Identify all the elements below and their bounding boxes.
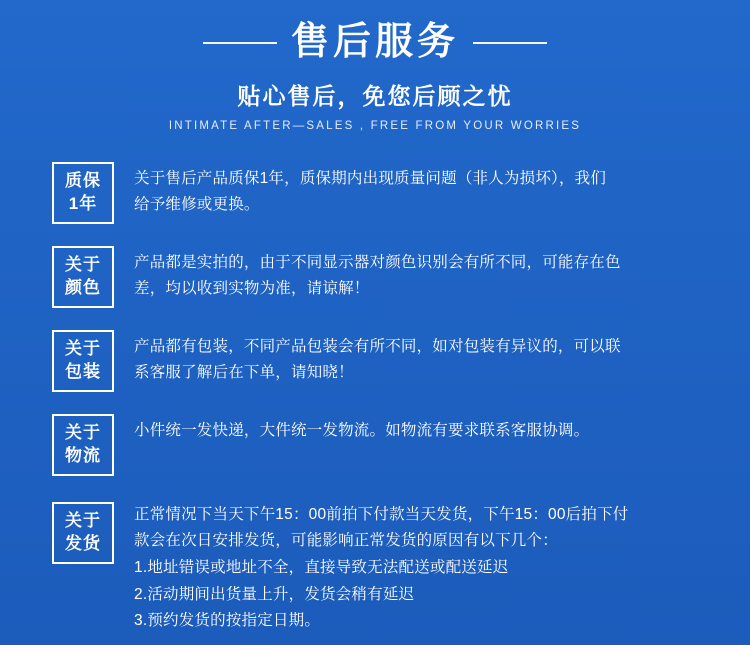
page-subtitle-english: INTIMATE AFTER—SALES , FREE FROM YOUR WORRIES	[168, 119, 582, 132]
item-text-line: 1.地址错误或地址不全，直接导致无法配送或配送延迟	[134, 559, 509, 577]
title-rule-left	[203, 42, 277, 44]
item-text-line: 2.活动期间出货量上升，发货会稍有延迟	[134, 585, 415, 603]
page-title: 售后服务	[290, 21, 459, 63]
item-text-line: 产品都有包装，不同产品包装会有所不同，如对包装有异议的，可以联	[134, 337, 621, 355]
item-tag-line2: 包装	[65, 361, 101, 381]
item-text-line: 差，均以收到实物为准，请谅解！	[134, 280, 370, 298]
item-tag-line1: 关于	[65, 254, 101, 274]
item-text-line: 系客服了解后在下单，请知晓！	[134, 364, 354, 382]
item-tag-packaging	[52, 330, 114, 392]
item-text-line: 给予维修或更换。	[134, 196, 260, 214]
item-tag-line2: 物流	[65, 445, 101, 465]
page-subtitle: 贴心售后，免您后顾之忧	[237, 82, 513, 109]
item-tag-line1: 关于	[65, 422, 101, 442]
item-tag-shipping	[52, 502, 114, 564]
item-tag-logistics	[52, 414, 114, 476]
item-text-line: 正常情况下当天下午15：00前拍下付款当天发货，下午15：00后拍下付	[134, 505, 629, 523]
item-tag-line1: 质保	[65, 170, 101, 190]
item-tag-line1: 关于	[65, 338, 101, 358]
item-text	[134, 330, 706, 387]
title-rule-right	[473, 42, 547, 44]
item-text	[134, 414, 706, 445]
item-text-line: 产品都是实拍的，由于不同显示器对颜色识别会有所不同，可能存在色	[134, 253, 621, 271]
item-text	[134, 498, 706, 635]
item-text-line: 3.预约发货的按指定日期。	[134, 612, 321, 630]
item-tag-line1: 关于	[65, 510, 101, 530]
item-text-line: 关于售后产品质保1年，质保期内出现质量问题（非人为损坏），我们	[134, 169, 607, 187]
list-item	[52, 330, 706, 392]
item-tag-line2: 发货	[65, 533, 101, 553]
list-item	[52, 414, 706, 476]
list-item	[52, 246, 706, 308]
item-tag-line2: 颜色	[65, 277, 101, 297]
item-tag-line2: 1年	[68, 193, 98, 213]
title-row	[0, 22, 750, 64]
item-tag-warranty	[52, 162, 114, 224]
item-text-line: 款会在次日安排发货，可能影响正常发货的原因有以下几个：	[134, 532, 558, 550]
service-item-list	[0, 162, 750, 635]
item-tag-color	[52, 246, 114, 308]
list-item	[52, 498, 706, 635]
item-text	[134, 162, 706, 219]
item-text-line: 小件统一发快递，大件统一发物流。如物流有要求联系客服协调。	[134, 421, 590, 439]
page-header	[0, 0, 750, 132]
item-text	[134, 246, 706, 303]
list-item	[52, 162, 706, 224]
